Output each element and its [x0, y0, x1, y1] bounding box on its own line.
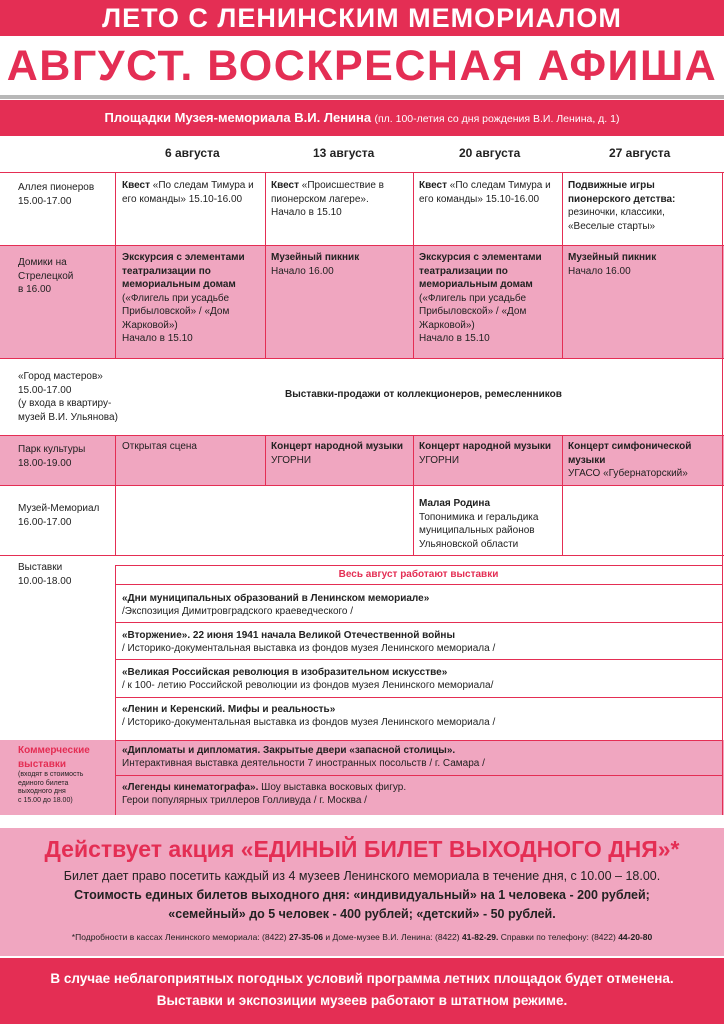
row-separator	[0, 172, 724, 173]
weather-notice	[0, 958, 724, 1024]
row-separator	[0, 358, 724, 359]
ticket-footnote: *Подробности в кассах Ленинского мемориала: (8422) 27-35-06 и Доме-музее В.И. Ленина: (8422) 41-82-29. Справки по телефону: (8422) 44-20-80	[71, 932, 653, 942]
column-divider	[413, 172, 414, 358]
exhibit-4-sub: / Историко-документальная выставка из фондов музея Ленинского мемориала /	[122, 717, 496, 728]
cell-alley-4: Подвижные игры пионерского детства: резиночки, классики, «Веселые старты»	[568, 180, 676, 232]
cell-gorod-span: Выставки-продажи от коллекционеров, ремесленников	[285, 389, 562, 400]
cell-alley-3: Квест «По следам Тимура и его команды» 15.10-16.00	[419, 180, 551, 205]
cell-memorial-3: Малая Родина Топонимика и геральдика муниципальных районов Ульяновской области	[419, 498, 539, 550]
exhibit-2-sub: / Историко-документальная выставка из фондов музея Ленинского мемориала /	[122, 643, 496, 654]
column-divider	[562, 435, 563, 555]
row-separator	[115, 697, 722, 698]
row-separator	[115, 659, 722, 660]
commercial-note: (входят в стоимость единого билета выходного дня с 15.00 до 18.00)	[18, 771, 84, 804]
notice-line-2: Выставки и экспозиции музеев работают в штатном режиме.	[156, 993, 568, 1008]
cell-park-2: Концерт народной музыки УГОРНИ	[271, 441, 404, 466]
cell-alley-2: Квест «Происшествие в пионерском лагере». Начало в 15.10	[271, 180, 384, 218]
ticket-line-2: Стоимость единых билетов выходного дня: «индивидуальный» на 1 человека - 200 рублей;	[74, 888, 650, 902]
commercial-1-sub: Интерактивная выставка деятельности 7 иностранных посольств / г. Самара /	[122, 758, 485, 769]
row-separator	[115, 775, 722, 776]
cell-domiki-2: Музейный пикник Начало 16.00	[271, 252, 360, 277]
date-col-4: 27 августа	[609, 146, 671, 160]
venue-bar	[0, 100, 724, 136]
row-separator	[115, 565, 722, 566]
row-label-memorial: Музей-Мемориал 16.00-17.00	[18, 503, 100, 528]
date-col-2: 13 августа	[313, 146, 375, 160]
cell-domiki-3: Экскурсия с элементами театрализации по мемориальным домам («Флигель при усадьбе Прибыловской» / «Дом Жарковой») Начало в 15.10	[419, 252, 542, 344]
row-separator	[0, 485, 724, 486]
row-separator	[0, 435, 724, 436]
column-divider	[115, 435, 116, 555]
cell-alley-1: Квест «По следам Тимура и его команды» 15.10-16.00	[122, 180, 254, 205]
main-title: АВГУСТ. ВОСКРЕСНАЯ АФИША	[0, 37, 724, 95]
column-divider	[265, 172, 266, 358]
venue-title: Площадки Музея-мемориала В.И. Ленина	[104, 110, 372, 125]
exhibit-4-title: «Ленин и Керенский. Мифы и реальность»	[122, 704, 336, 715]
row-separator	[0, 555, 724, 556]
cell-domiki-4: Музейный пикник Начало 16.00	[568, 252, 657, 277]
ticket-line-1: Билет дает право посетить каждый из 4 музеев Ленинского мемориала в течение дня, с 10.00 – 18.00.	[63, 869, 661, 883]
exhibit-1-title: «Дни муниципальных образований в Ленинском мемориале»	[122, 593, 430, 604]
cell-park-3: Концерт народной музыки УГОРНИ	[419, 441, 552, 466]
row-separator	[0, 245, 724, 246]
date-col-1: 6 августа	[165, 146, 220, 160]
commercial-1-title: «Дипломаты и дипломатия. Закрытые двери «запасной столицы».	[122, 745, 456, 756]
row-label-commercial: Коммерческие выставки	[18, 745, 90, 770]
exhibit-1-sub: /Экспозиция Димитровградского краеведческого /	[122, 606, 354, 617]
column-divider	[265, 435, 266, 485]
row-label-park: Парк культуры 18.00-19.00	[18, 444, 86, 469]
row-label-domiki: Домики на Стрелецкой в 16.00	[18, 257, 74, 295]
row-separator	[115, 622, 722, 623]
divider	[0, 95, 724, 99]
cell-park-4: Концерт симфонической музыки УГАСО «Губернаторский»	[568, 441, 692, 479]
row-label-vystavki: Выставки 10.00-18.00	[18, 562, 72, 587]
ticket-title: Действует акция «ЕДИНЫЙ БИЛЕТ ВЫХОДНОГО ДНЯ»*	[44, 836, 680, 862]
column-divider	[413, 435, 414, 555]
exhibit-2-title: «Вторжение». 22 июня 1941 начала Великой Отечественной войны	[122, 630, 455, 641]
notice-line-1: В случае неблагоприятных погодных условий программа летних площадок будет отменена.	[50, 971, 674, 986]
ticket-line-3: «семейный» до 5 человек - 400 рублей; «детский» - 50 рублей.	[168, 907, 556, 921]
column-divider	[115, 172, 116, 358]
cell-domiki-1: Экскурсия с элементами театрализации по мемориальным домам («Флигель при усадьбе Прибыловской» / «Дом Жарковой») Начало в 15.10	[122, 252, 245, 344]
row-separator	[115, 740, 722, 741]
row-label-alley: Аллея пионеров 15.00-17.00	[18, 182, 95, 207]
date-col-3: 20 августа	[459, 146, 521, 160]
commercial-2-sub: Герои популярных триллеров Голливуда / г. Москва /	[122, 795, 367, 806]
row-separator	[115, 584, 722, 585]
commercial-2-title: «Легенды кинематографа». Шоу выставка восковых фигур.	[122, 782, 407, 793]
top-banner: ЛЕТО С ЛЕНИНСКИМ МЕМОРИАЛОМ	[0, 0, 724, 36]
exhibit-3-title: «Великая Российская революция в изобразительном искусстве»	[122, 667, 448, 678]
venue-address: (пл. 100-летия со дня рождения В.И. Ленина, д. 1)	[374, 113, 620, 125]
column-divider	[115, 565, 116, 815]
column-divider	[562, 172, 563, 358]
row-label-gorod: «Город мастеров» 15.00-17.00 (у входа в квартиру- музей В.И. Ульянова)	[18, 371, 118, 423]
exhibit-3-sub: / к 100- летию Российской революции из фондов музея Ленинского мемориала/	[122, 680, 494, 691]
cell-park-1: Открытая сцена	[122, 441, 197, 452]
vystavki-header: Весь август работают выставки	[338, 569, 499, 580]
column-divider	[722, 172, 723, 815]
